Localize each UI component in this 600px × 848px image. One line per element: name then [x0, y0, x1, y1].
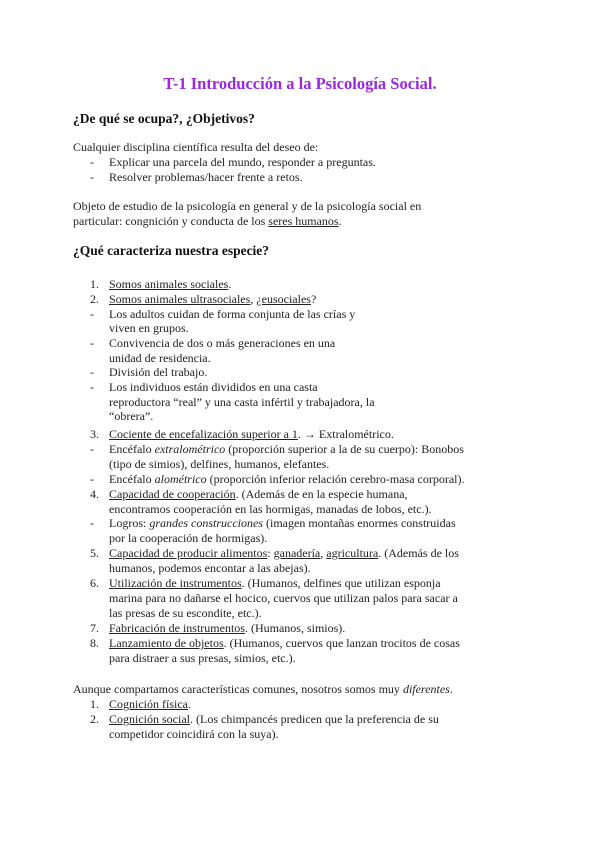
bullet-marker: - [90, 472, 94, 486]
bullet-item: Resolver problemas/hacer frente a retos. [109, 170, 303, 184]
list-number: 3. [90, 427, 99, 441]
paragraph-line: particular: congnición y conducta de los seres humanos. [73, 214, 342, 228]
bullet-marker: - [90, 170, 94, 184]
list-continuation: las presas de su escondite, etc.). [109, 606, 262, 620]
bullet-marker: - [90, 336, 94, 350]
list-item: Lanzamiento de objetos. (Humanos, cuervos que lanzan trocitos de cosas [109, 636, 460, 650]
list-item: Cociente de encefalización superior a 1. → Extralométrico. [109, 427, 394, 441]
list-number: 6. [90, 576, 99, 590]
paragraph-line: Objeto de estudio de la psicología en general y de la psicología social en [73, 199, 422, 213]
list-item: Capacidad de cooperación. (Además de en la especie humana, [109, 487, 408, 501]
bullet-marker: - [90, 155, 94, 169]
bullet-item: Los adultos cuidan de forma conjunta de las crías y [109, 307, 356, 321]
list-item: Cognición física. [109, 697, 191, 711]
bullet-marker: - [90, 516, 94, 530]
bullet-continuation: “obrera”. [109, 409, 154, 423]
list-number: 5. [90, 546, 99, 560]
list-number: 1. [90, 277, 99, 291]
list-number: 1. [90, 697, 99, 711]
paragraph-line: Aunque compartamos características comunes, nosotros somos muy diferentes. [73, 682, 453, 696]
list-item: Fabricación de instrumentos. (Humanos, simios). [109, 621, 346, 635]
list-item: Somos animales sociales. [109, 277, 232, 291]
bullet-item: Explicar una parcela del mundo, responder a preguntas. [109, 155, 376, 169]
list-continuation: competidor coincidirá con la suya). [109, 727, 279, 741]
bullet-continuation: viven en grupos. [109, 321, 189, 335]
underlined-term: seres humanos [268, 214, 339, 228]
list-item: Cognición social. (Los chimpancés predicen que la preferencia de su [109, 712, 439, 726]
list-item: Somos animales ultrasociales, ¿eusociales? [109, 292, 317, 306]
list-number: 2. [90, 712, 99, 726]
list-number: 2. [90, 292, 99, 306]
bullet-item: Logros: grandes construcciones (imagen montañas enormes construidas [109, 516, 456, 530]
bullet-marker: - [90, 442, 94, 456]
bullet-marker: - [90, 307, 94, 321]
list-continuation: marina para no dañarse el hocico, cuervos que utilizan palos para sacar a [109, 591, 458, 605]
page-title: T-1 Introducción a la Psicología Social. [163, 74, 437, 93]
list-continuation: para distraer a sus presas, simios, etc.). [109, 651, 296, 665]
list-item: Capacidad de producir alimentos: ganadería, agricultura. (Además de los [109, 546, 459, 560]
bullet-marker: - [90, 365, 94, 379]
section-heading-species: ¿Qué caracteriza nuestra especie? [73, 243, 270, 258]
section-heading-objectives: ¿De qué se ocupa?, ¿Objetivos? [73, 111, 255, 126]
bullet-item: Encéfalo extralométrico (proporción superior a la de su cuerpo): Bonobos [109, 442, 464, 456]
list-item: Utilización de instrumentos. (Humanos, delfines que utilizan esponja [109, 576, 441, 590]
list-continuation: encontramos cooperación en las hormigas, manadas de lobos, etc.). [109, 502, 432, 516]
bullet-item: Encéfalo alométrico (proporción inferior relación cerebro-masa corporal). [109, 472, 465, 486]
bullet-continuation: por la cooperación de hormigas). [109, 531, 268, 545]
bullet-item: Los individuos están divididos en una casta [109, 380, 318, 394]
bullet-item: División del trabajo. [109, 365, 208, 379]
list-continuation: humanos, podemos encontar a las abejas). [109, 561, 311, 575]
bullet-item: Convivencia de dos o más generaciones en una [109, 336, 336, 350]
bullet-marker: - [90, 380, 94, 394]
bullet-continuation: unidad de residencia. [109, 351, 211, 365]
bullet-continuation: (tipo de simios), delfines, humanos, elefantes. [109, 457, 330, 471]
list-number: 7. [90, 621, 99, 635]
list-number: 8. [90, 636, 99, 650]
bullet-continuation: reproductora “real” y una casta infértil y trabajadora, la [109, 395, 375, 409]
intro-text: Cualquier disciplina científica resulta del deseo de: [73, 140, 319, 154]
list-number: 4. [90, 487, 99, 501]
